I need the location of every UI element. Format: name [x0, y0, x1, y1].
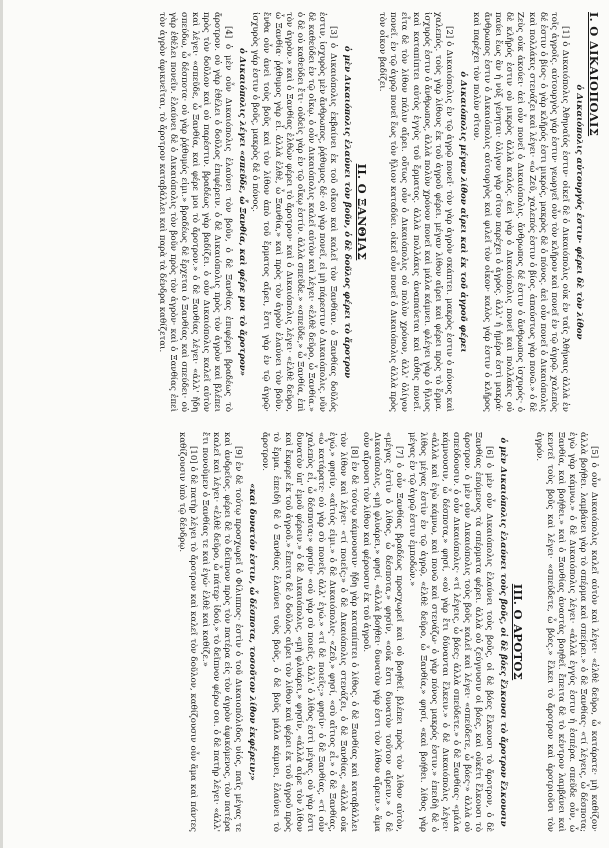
paragraph-3: [3] ὁ Δικαιόπολις ἐκβαίνει ἐκ τοῦ οἴκου καὶ καλεῖ τὸν Ξανθίαν. ὁ Ξανθίας δοῦλός ἐστιν, ἰσχυρὸς μὲν ἄνθρωπος, ῥᾴθυμος δέ· οὐ γὰρ πονεῖ, εἰ μὴ πάρεστιν ὁ Δικαιόπολις. νῦν δὲ καθεύδει ἐν τῷ οἴκῳ. ὁ οὖν Δικαιόπολις καλεῖ αὐτὸν καὶ λέγει· «ἐλθὲ δεῦρο, ὦ Ξανθία.» ὁ δὲ οὐ καθεύδει ἔτι· οὐδεὶς γὰρ ἐν τῷ οἴκῳ ἐστίν. ἀλλὰ σπεῦδε.» «σπεῦδε,» ὦ Ξανθία, ἐπὶ τὸν ἀγρὸν.» καὶ ὁ Ξανθίας ἐλθὼν φέρει τὸ ἄροτρον· καὶ ὁ Δικαιόπολις λέγει· «ἐλθὲ δεῦρο, ὦ Ξανθία· ῥᾴθυμος γὰρ εἶ. ἀλλὰ ἐλθὲ, ὦ Ξανθία,» καὶ πρὸς τὸν ἀγρὸν ἐλαύνει τὸν βοῦν. ἔνθα οὖν ἀνεὶ τοὺς βοῦς καὶ τὸν λίθον ἀπὸ τοῦ ἕρματος αἴρει, ἔστι γὰρ ἐν τῷ ἀγρῷ· ἰσχυρὸς γάρ ἐστιν ὁ βοῦς, μακρὸς δὲ ὁ πόνος.: [250, 12, 339, 412]
paragraph-8-heading: «καὶ δυνατόν ἐστιν, ὦ δέσποτα, τοσοῦτον λίθον ἐκφέρειν;»: [247, 483, 258, 781]
chapter-1-subtitle: ὁ Δικαιόπολις αὐτουργός ἐστιν· φέρει δὲ τὸν λίθον: [573, 84, 584, 340]
right-text-column: [15, 432, 599, 832]
paragraph-8: [8] ἐν δὲ τούτῳ κάμνουσιν· ἤδη γὰρ καταπίπτει ὁ λίθος. ὁ δὲ Ξανθίας καὶ καταβάλλει τὸν λίθον καὶ λέγει· «τί ποιεῖς;» ὁ δὲ Δικαιόπολις στενάζει, ὁ δὲ Ξανθίας, «ἀλλὰ οὐκ ἐγώ,» φησίν, «αἴτιός εἰμι.» ὁ δὲ Δικαιόπολις· «Ζεῦ,» φησί, «σὺ αἴτιος εἶ.» ὁ δὲ Ξανθίας, «ὦ κατάρατε· οὐ γὰρ σὺ πονεῖς ἀλλ' ἐγώ.» «τί δὲ ποιεῖς;» φησίν· ὁ δὲ Ξανθίας, «τί οὖν χαλεπὸς εἶ, ὦ δέσποτα;» φησίν· «οὐ γὰρ σὺ ποιεῖς, ἀλλ' ὁ λίθος ἐστὶ μέγας. οὐ γὰρ ἐστι δυνατὸν ὑπ' ἐμοῦ φέρειν.» ὁ δὲ Δικαιόπολις, «μὴ φλυάρει,» φησίν, «ἀλλὰ αἶρε τὸν λίθον καὶ ἔκφερε ἐκ τοῦ ἀγροῦ.» ἔπειτα δὲ ὁ δοῦλος αἴρει τὸν λίθον καὶ φέρει ἐκ τοῦ ἀγροῦ πρὸς τὸ ἕρμα. ἐπειδὴ δὲ ὁ Ξανθίας ἐλαύνει τοὺς βοῦς, ὁ δὲ βοῦς μάλα κάμνει, ἐλαύνει τὸ ἄροτρον.: [260, 432, 360, 832]
chapter-2-title: II. Ο ΞΑΝΘΙΑΣ: [355, 163, 370, 261]
chapter-3-subtitle: ὁ μὲν Δικαιόπολις ἐλαύνει τοὺς βοῦς, οἱ δὲ βόες ἕλκουσι τὸ ἄροτρον ἕλκουσιν: [498, 437, 509, 827]
paragraph-3-heading: ὁ Δικαιόπολις λέγει «σπεῦδε, ὦ Ξανθία, καὶ φέρε μοι τὸ ἄροτρον»: [237, 47, 248, 377]
paragraph-1: [1] ὁ Δικαιόπολις Ἀθηναῖός ἐστιν· οἰκεῖ δὲ ὁ Δικαιόπολις οὐκ ἐν ταῖς Ἀθήναις ἀλλὰ ἐν τοῖς ἀγροῖς. αὐτουργὸς γάρ ἐστιν· γεωργεῖ οὖν τὸν κλῆρον καὶ πονεῖ ἐν τῷ ἀγρῷ. χαλεπὸς δέ ἐστιν ὁ βίος· ὁ γὰρ κλῆρός ἐστι μικρός, μακρὸς δὲ ὁ πόνος. ἀεὶ οὖν πονεῖ ὁ Δικαιόπολις καὶ πολλάκις στενάζει καὶ λέγει· «ὦ Ζεῦ, χαλεπός ἐστιν ὁ βίος. ἀπαύστως γὰρ πονῶ.» ὁ δὲ Ζεὺς οὐκ ἀκούει· ἀεὶ οὖν πονεῖ ὁ Δικαιόπολις. ἄνθρωπος δέ ἐστιν ὁ ἄνθρωπος ἰσχυρός· ὁ δὲ κλῆρός ἐστιν οὐ μικρὸς ἀλλὰ καλός. ἀεὶ γὰρ ὁ Δικαιόπολις πονεῖ καὶ πολλάκις οὐ παύει ἕως ἂν ἡ νὺξ γένηται· ὀλίγον γὰρ σῖτον παρέχει ὁ ἀγρός. ἀλλ' ἡ ἡμέρα ἐστὶ μακρά· ἄνθρωπος ἐστιν ὁ Δικαιόπολις αὐτουργὸς καὶ φιλεῖ τὸν οἶκον· καλὸς γάρ ἐστιν ὁ κλῆρος καὶ παρέχει τὸν πολὺν σῖτον.: [471, 12, 570, 412]
paragraph-6: [6] ὁ μὲν οὖν Δικαιόπολις ἐλαύνει τοὺς βοῦς, οἱ δὲ βόες ἕλκουσι τὸ ἄροτρον, ὁ δὲ Ξανθίας ἑπόμενος τὰ σπέρματα φέρει. ἀλλὰ οὐ ζεύγνυσιν οἱ βόες, καὶ οὐκέτι ἕλκουσι τὸ ἄροτρον. ὁ μὲν οὖν Δικαιόπολις τοὺς βοῦς καλεῖ καὶ λέγει· «σπεύδετε, ὦ βόες·» ἀλλὰ οὐ σπεύδουσιν. ὁ οὖν Δικαιόπολις· «τί λέγεις, ὦ βόες; ἀλλὰ σπεύδετε.» ὁ δὲ Ξανθίας· «μάλα κάμνουσιν, ὦ δέσποτα,» φησί, «οὐ γὰρ ἔτι δύνανται ἕλκειν.» ὁ δὲ Δικαιόπολις λέγει· «ἀλλὰ καὶ ἐγὼ κάμνω, καὶ πονῶ καὶ στενάζω· ὁ γὰρ πόνος μακρός ἐστιν.» ἐπειδὴ δὲ ὁ λίθος μέγας ἐστὶν ἐν τῷ ἀγρῷ, «ἐλθὲ δεῦρο, ὦ Ξανθία,» φησί, «καὶ βοήθει. λίθος γὰρ μέγας ἐν τῷ ἀγρῷ ἐστιν ἐμποδών.»: [406, 432, 495, 832]
left-text-column: [15, 12, 599, 412]
paragraph-9: [9] ἐν δὲ τούτῳ προσχωρεῖ ὁ Φίλιππος· ἐστὶν ὁ τοῦ Δικαιοπόλιδος υἱός, παῖς μέγας τε καὶ ἀνδρεῖος. φέρει δὲ τὸ δεῖπνον πρὸς τὸν πατέρα εἰς τὸν ἀγρὸν ἀφικόμενος, τὸν πατέρα καλεῖ καὶ λέγει· «ἐλθὲ δεῦρο, ὦ πάτερ· ἰδού,» τὸ δεῖπνον φέρω σοι. ὁ δὲ πατὴρ λέγει· «ἀλλ' ἔτι πονοῦμεν ὁ Ξανθίας τε καὶ ἐγώ· ἐλθὲ καὶ καθίζε.»: [199, 432, 244, 832]
chapter-3-title: III. Ο ΑΡΟΤΟΣ: [511, 583, 526, 681]
paragraph-2: [2] ὁ Δικαιόπολις ἐν τῷ ἀγρῷ πονεῖ· τὸν γὰρ ἀγρὸν σκάπτει. μακρὸς ἐστιν ὁ πόνος καὶ χαλεπός. τοὺς γὰρ λίθους ἐκ τοῦ ἀγροῦ φέρει. μέγαν λίθον αἴρει καὶ φέρει πρὸς τὸ ἕρμα. ἰσχυρός ἐστιν ὁ ἄνθρωπος, ἀλλὰ πολὺν χρόνον πονεῖ καὶ μάλα κάμνει. φλέγει γὰρ ὁ ἥλιος καὶ καταπίπτει αὐτὸς ἐγγὺς τοῦ ἕρματος. ἀλλὰ πολλάκις ἀναπαύεται καὶ αὖθις πονεῖ. εἶτα δὲ τὸν λίθον πάλιν αἴρει. οὕτως οὖν ὁ Δικαιόπολις οὐ πολὺν χρόνον, ἀλλ' ὀλίγον πονεῖ. ἐν τῷ ἀγρῷ πονεῖ ἕως τὸν ἥλιον καταδύει. οἰκεῖ οὖν πονεῖ ὁ Δικαιόπολις ἀλλὰ πρὸς τὸν οἶκον βαδίζει.: [377, 12, 454, 412]
chapter-2-subtitle: ὁ μὲν Δικαιόπολις ἐλαύνει τὸν βοῦν, ὁ δὲ δοῦλος φέρει τὸ ἄροτρον: [342, 45, 353, 379]
paragraph-2-heading: ὁ Δικαιόπολις μέγαν λίθον αἴρει καὶ ἐκ τοῦ ἀγροῦ φέρει: [457, 71, 468, 353]
paragraph-10: [10] ὁ δὲ πατὴρ λέγει τὸ ἄροτρον καὶ καλεῖ τὸν δοῦλον, καθίζουσιν οὖν ἅμα καὶ πάντες καθίζουσιν ὑπὸ τῷ δένδρῳ.: [176, 432, 198, 832]
chapter-1-title: I. Ο ΔΙΚΑΙΟΠΟΛΙΣ: [587, 12, 601, 137]
paragraph-4: [4] ὁ μὲν οὖν Δικαιόπολις ἐλαύνει τὸν βοῦν, ὁ δὲ Ξανθίας ἐπιφέρει βραδέως τὸ ἄροτρον. οὐ γὰρ ἐθέλει ὁ δοῦλος ἐπιφέρειν. ὁ δὲ Δικαιόπολις πρὸς τὸν ἀγρὸν καὶ βλέπει πρὸς τὸν δοῦλον καὶ οὐ παρέστιν. βραδέως γὰρ βαδίζει. ὁ οὖν Δικαιόπολις καλεῖ αὐτὸν καὶ λέγει· «σπεῦδε, ὦ Ξανθία, καὶ φέρε μοι τὸ ἄροτρον.» ὁ δὲ Ξανθίας λέγει· «ἀλλ' ἤδη σπεύδω, ὦ δέσποτα· οὐ γὰρ ῥᾴθυμός εἰμι.» βραδέως δὲ ἔρχεται ὁ Ξανθίας καὶ σπεύδει· οὐ γὰρ ἐθέλει πονεῖν. ἐλαύνει δὲ ὁ Δικαιόπολις τὸν βοῦν πρὸς τὸν ἀγρὸν· καὶ ὁ Ξανθίας ἐπεὶ τὸν ἀγρὸν ἀφικνεῖται, τὸ ἄροτρον καταβάλλει καὶ παρὰ τὰ δένδρα καθίζεται.: [156, 12, 234, 412]
paragraph-7: [7] ὁ οὖν Ξανθίας βραδέως προσχωρεῖ καὶ οὐ βοηθεῖ. βλέπει πρὸς τὸν λίθον αὐτὸν, «μέγας ἐστὶν ὁ λίθος, ὦ δέσποτα,» φησίν, «οὐκ ἔστι δυνατὸν τοῦτον αἴρειν.» ὁ δὲ Δικαιόπολις, «μὴ φλυάρει,» φησί, «ἀλλὰ βοήθει· δυνατὸν γάρ ἐστι τὸν λίθον αἴρειν.» ἅμα οὖν αἴρουσι τὸν λίθον καὶ φέρουσιν ἐκ τοῦ ἀγροῦ.: [361, 432, 405, 832]
paragraph-5: [5] ὁ οὖν Δικαιόπολις καλεῖ αὐτὸν καὶ λέγει· «ἐλθὲ δεῦρο, ὦ κατάρατε· μὴ καθίζου· ἀλλὰ βοήθει. λαμβάνει γὰρ τὸ σπέρμα καὶ σπείρει.» ὁ δὲ Ξανθίας· «τί λέγεις, ὦ δέσποτα; ἐγὼ γὰρ κάμνω.» ὁ δὲ Δικαιόπολις λέγει· «ἀλλὰ ἐγγύς ἐστιν ἡ ἑσπέρα. σπεῦδε οὖν, ὦ Ξανθία, καὶ βοήθει.» καὶ ὁ Ξανθίας ἀναστὰς βοηθεῖ. ἔπειτα δὲ τὸ κέντρον λαμβάνει καὶ κεντεῖ τοὺς βοῦς καὶ λέγει· «σπεύδετε, ὦ βόες.» ἕλκει τὸ ἄροτρον καὶ ἀροτριοῦσι τὸν ἀγρόν.: [533, 432, 599, 832]
